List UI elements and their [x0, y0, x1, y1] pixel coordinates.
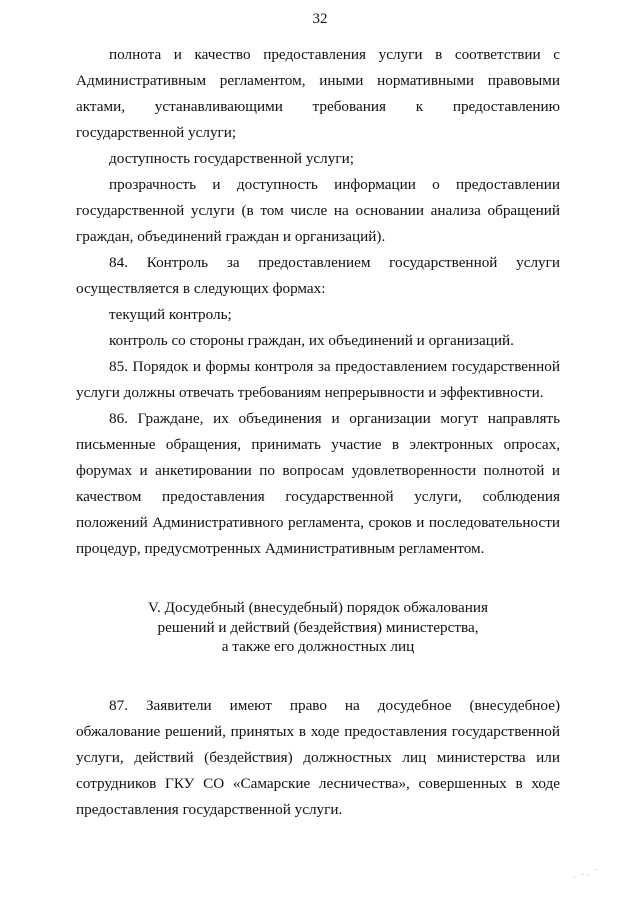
scan-artifact: · ·. ·: [571, 863, 601, 883]
section-heading-line: V. Досудебный (внесудебный) порядок обжалования: [148, 599, 488, 616]
section-heading-line: решений и действий (бездействия) министерства,: [157, 618, 479, 636]
paragraph: 86. Граждане, их объединения и организации могут направлять письменные обращения, принимать участие в электронных опросах, форумах и анкетировании по вопросам удовлетворенности полнотой и качеством предоставления государственной услуги, соблюдения положений Административного регламента, сроков и последовательности процедур, предусмотренных Административным регламентом.: [76, 410, 560, 557]
paragraph: доступность государственной услуги;: [109, 150, 354, 167]
paragraph: прозрачность и доступность информации о предоставлении государственной услуги (в том числе на основании анализа обращений граждан, объединений граждан и организаций).: [76, 176, 560, 245]
section-heading-line: а также его должностных лиц: [221, 638, 415, 655]
paragraph: 85. Порядок и формы контроля за предоставлением государственной услуги должны отвечать требованиям непрерывности и эффективности.: [76, 358, 560, 401]
paragraph: 84. Контроль за предоставлением государственной услуги осуществляется в следующих формах:: [76, 254, 560, 297]
paragraph: 87. Заявители имеют право на досудебное (внесудебное) обжалование решений, принятых в ходе предоставления государственной услуги, действий (бездействия) должностных лиц министерства или сотрудников ГКУ СО «Самарские лесничества», совершенных в ходе предоставления государственной услуги.: [76, 696, 560, 818]
page-number: 32: [312, 11, 328, 27]
paragraph: полнота и качество предоставления услуги в соответствии с Административным регламентом, иными нормативными правовыми актами, устанавливающими требования к предоставлению государственной услуги;: [76, 46, 560, 141]
paragraph: контроль со стороны граждан, их объединений и организаций.: [109, 332, 514, 349]
paragraph: текущий контроль;: [109, 306, 232, 323]
section-heading: [76, 598, 560, 657]
document-body: [76, 42, 560, 823]
